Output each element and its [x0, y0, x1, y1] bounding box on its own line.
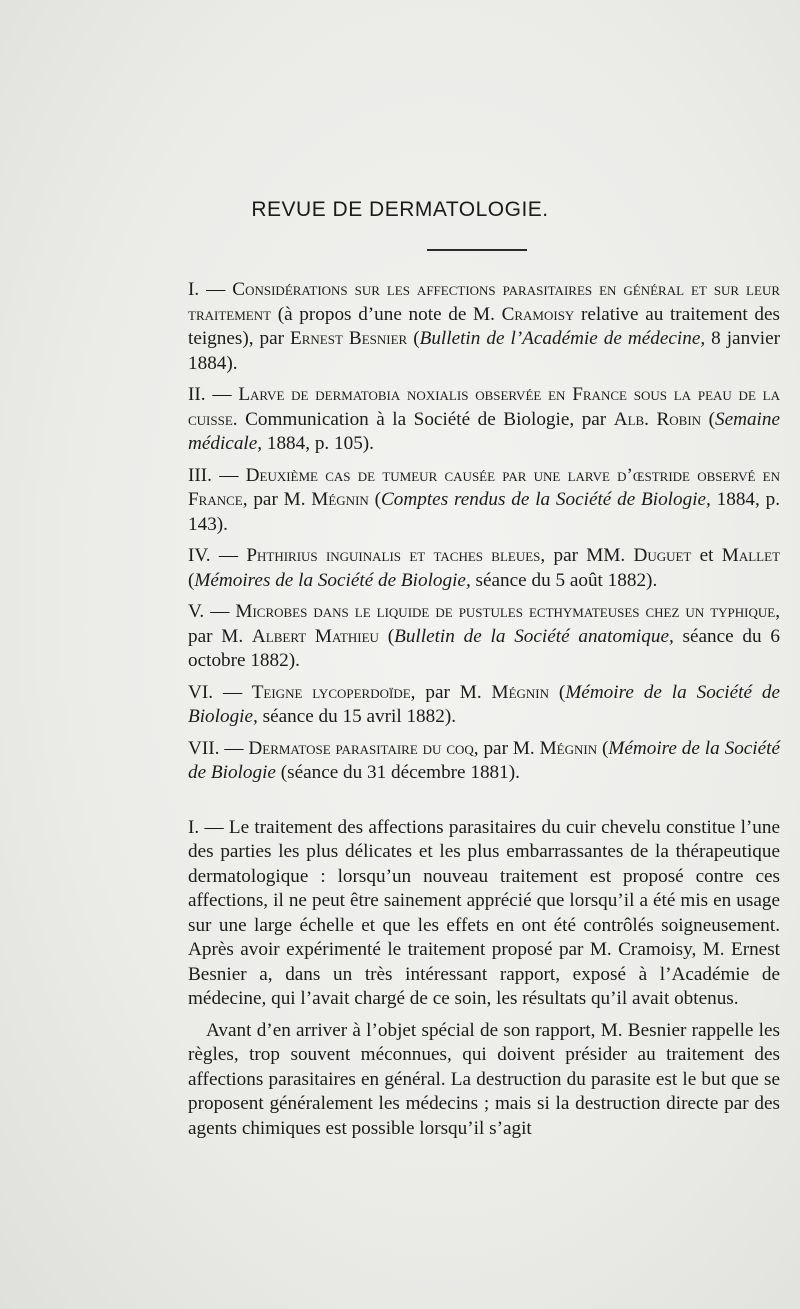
entry-number: VI. [188, 681, 214, 703]
entry-text: par M. [415, 681, 492, 703]
entry-text: ( [368, 489, 381, 510]
entry-author: Mallet [721, 545, 781, 566]
entry-heading: — Teigne lycoperdoïde, [222, 681, 416, 703]
entry-source: Mémoire de la Société de Biologie, [188, 681, 781, 727]
entry-text: par M. [478, 737, 540, 759]
entry-author: Duguet [633, 545, 692, 566]
entry-source: Bulletin de la Société anatomique, [394, 625, 674, 647]
entry-text: ( [188, 569, 195, 591]
entry-text: séance du 15 avril 1882). [257, 706, 457, 727]
entry-text: par MM. [545, 545, 634, 566]
reference-entry-3 [188, 464, 780, 538]
entry-heading: — Considérations sur les affections parasitaires en général et sur leur traitement [188, 279, 780, 325]
entry-text: (séance du 31 décembre 1881). [275, 762, 520, 783]
body-paragraph-2: Avant d’en arriver à l’objet spécial de son rapport, M. Besnier rappelle les règles, trop souvent méconnues, qui doivent présider au traitement des affections parasitaires en général. La destruction du parasite est le but que se proposent généralement les médecins ; mais si la destruction directe par des agents chimiques est possible lorsqu’il s’agit [188, 1019, 780, 1139]
entry-heading: — Deuxième cas de tumeur causée par une larve d’œstride observé en France, [188, 464, 780, 510]
entry-text: ( [407, 328, 420, 349]
entry-number: V. [188, 601, 205, 622]
entry-number: III. [188, 464, 212, 486]
entry-text: ( [378, 625, 395, 647]
entry-text: relative au traitement des teignes), par [188, 303, 780, 349]
entry-text: 8 janvier 1884). [188, 328, 781, 374]
entry-author: Mégnin [311, 489, 369, 510]
reference-entry-5 [188, 600, 780, 674]
entry-number: II. [188, 384, 206, 405]
entry-source: Mémoires de la Société de Biologie, [194, 569, 471, 591]
entry-text: 1884, p. 105). [262, 433, 374, 454]
entry-heading: — Microbes dans le liquide de pustules ecthymateuses chez un typhique, [210, 601, 781, 622]
entry-source: Bulletin de l’Académie de médecine, [419, 328, 706, 349]
entry-author: Albert Mathieu [251, 625, 379, 647]
entry-heading: — Larve de dermatobia noxialis observée en France sous la peau de la cuisse. [188, 384, 780, 430]
reference-entry-7 [188, 737, 780, 786]
entry-source: Mémoire de la Société de Biologie [188, 737, 781, 783]
entry-author: Ernest Besnier [290, 328, 408, 349]
entry-author: Alb. Robin [613, 408, 702, 430]
entry-text: et [691, 545, 722, 566]
entry-number: I. [188, 279, 200, 300]
entry-number: IV. [188, 545, 211, 566]
bleed-through-text [160, 92, 780, 120]
reference-entry-2 [188, 383, 780, 457]
reference-entry-1 [188, 278, 780, 376]
entry-number: VII. [188, 737, 220, 759]
entry-text: séance du 6 octobre 1882). [188, 625, 780, 671]
entry-text: séance du 5 août 1882). [470, 569, 658, 591]
entry-author: Mégnin [539, 737, 598, 759]
body-paragraph-1: I. — Le traitement des affections parasitaires du cuir chevelu constitue l’une des parties les plus délicates et les plus embarrassantes de la thérapeutique dermatologique : lorsqu’un nouveau traitement est proposé contre ces affections, il ne peut être sainement apprécié que lorsqu’il a été mis en usage sur une large échelle et que les effets en ont été contrôlés soigneusement. Après avoir expérimenté le traitement proposé par M. Cramoisy, M. Ernest Besnier a, dans un très intéressant rapport, exposé à l’Académie de médecine, qui l’avait chargé de ce soin, les résultats qu’il avait obtenus. [188, 816, 780, 1009]
title-rule [427, 249, 527, 251]
entry-text: par M. [188, 625, 252, 647]
body-text [188, 816, 780, 1142]
page-content [188, 278, 780, 1141]
entry-text: ( [549, 681, 566, 703]
page-title: REVUE DE DERMATOLOGIE. [251, 198, 549, 221]
entry-heading: — Dermatose parasitaire du coq, [224, 737, 479, 759]
entry-source: Semaine médicale, [188, 408, 781, 454]
reference-entry-4 [188, 544, 780, 593]
entry-text: 1884, p. 143). [188, 489, 781, 535]
entry-source: Comptes rendus de la Société de Biologie, [381, 489, 711, 510]
entry-text: (à propos d’une note de M. [271, 303, 502, 325]
reference-entry-6 [188, 681, 780, 730]
entry-heading: — Phthirius inguinalis et taches bleues, [218, 545, 546, 566]
entry-text: ( [597, 737, 609, 759]
entry-text: par M. [247, 489, 312, 510]
entry-author: Mégnin [491, 681, 550, 703]
entry-text: ( [701, 408, 715, 430]
entry-text: Communication à la Société de Biologie, par [237, 408, 614, 430]
entry-author: Cramoisy [501, 303, 575, 325]
